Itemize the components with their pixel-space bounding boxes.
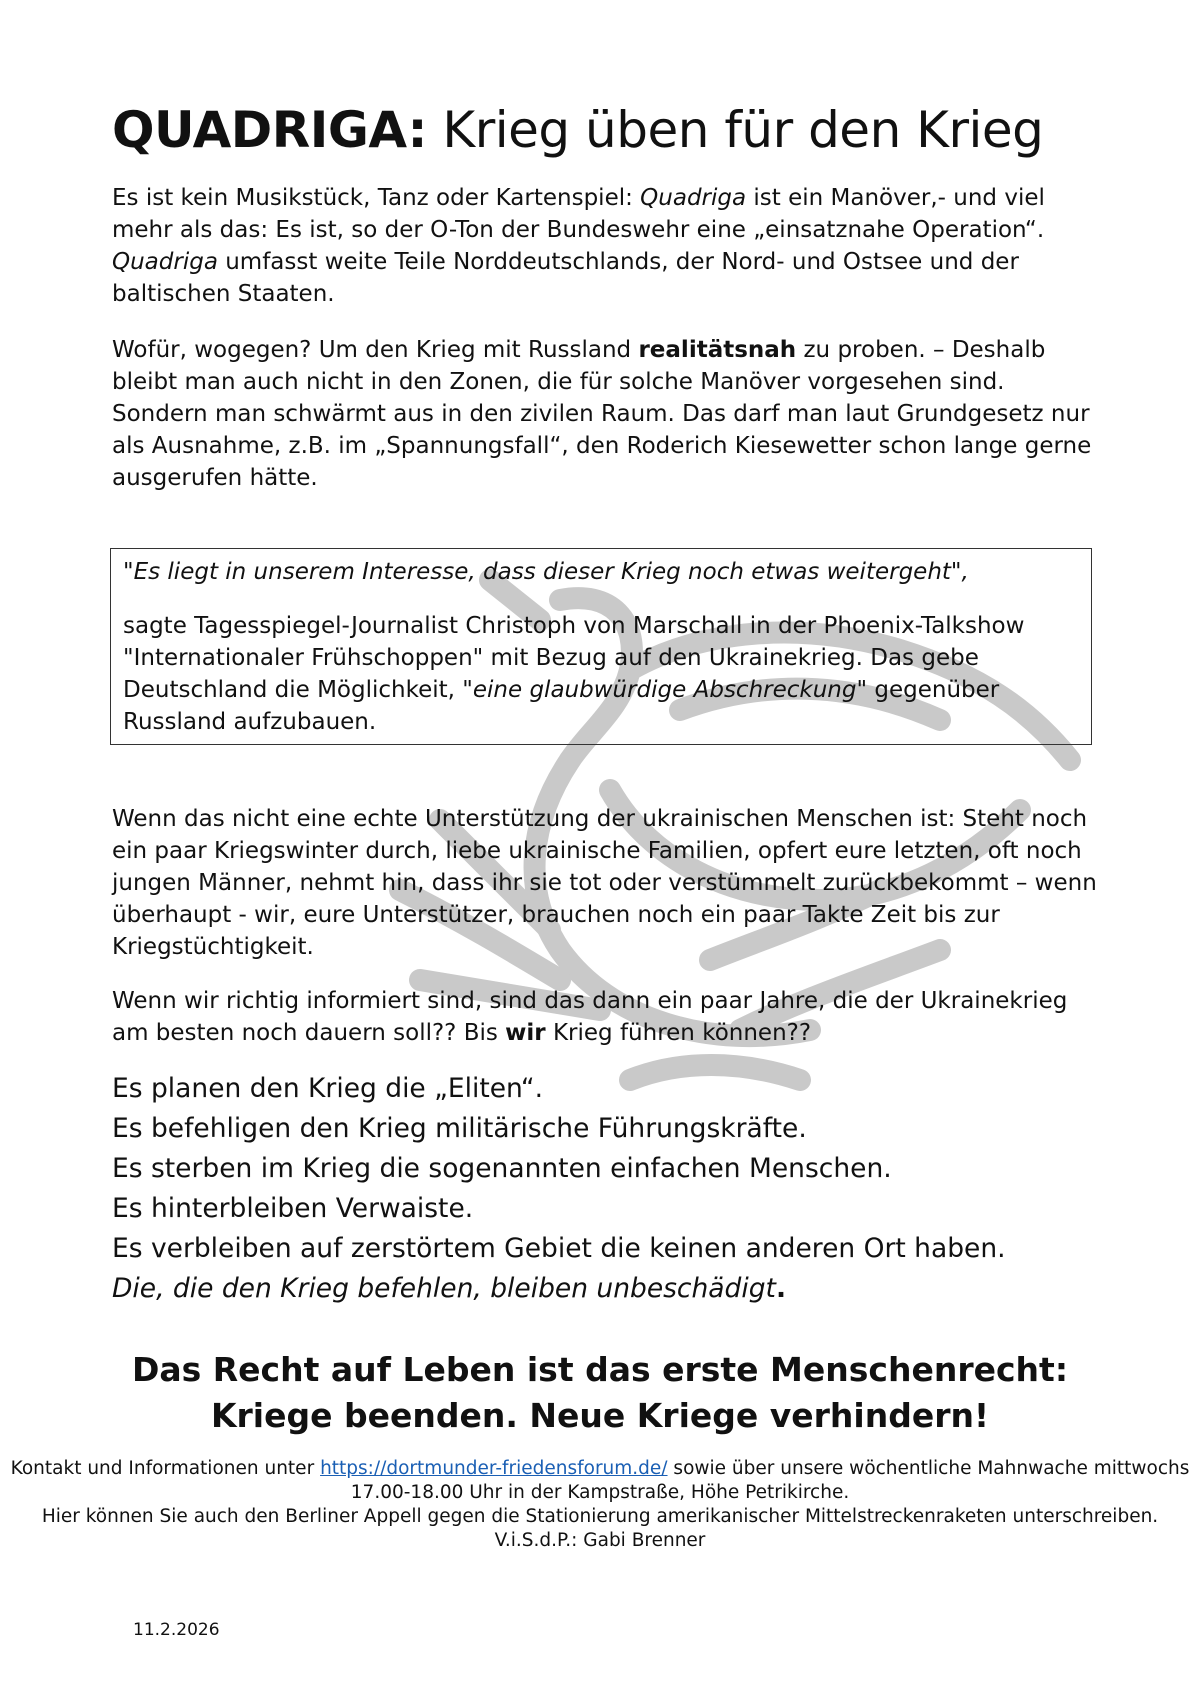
website-link[interactable]: https://dortmunder-friedensforum.de/ [320,1458,668,1479]
question-paragraph [112,985,1102,1049]
quote-text: Es liegt in unserem Interesse, dass dieser Krieg noch etwas weitergeht [133,559,951,585]
purpose-realitaetsnah-bold: realitätsnah [638,337,797,363]
quote-body-italic: "eine glaubwürdige Abschreckung" [462,677,868,703]
intro-text-a: Es ist kein Musikstück, Tanz oder Kartenspiel: [112,185,641,211]
purpose-text-c: zu proben. – Deshalb bleibt man auch nicht in den Zonen, die für solche Manöver vorgesehen sind. Sondern man schwärmt aus in den zivilen Raum. Das darf man laut Grundgesetz nur als Ausnahme, z.B. im „Spannungsfall“, den Roderich Kiesewetter schon lange gerne ausgerufen hätte. [112,337,1092,491]
purpose-text-a: Wofür, wogegen? Um den Krieg mit Russland [112,337,639,363]
statement-final-period: . [775,1273,787,1304]
page-title-rest: Krieg üben für den Krieg [427,101,1044,159]
statement-line: Es verbleiben auf zerstörtem Gebiet die keinen anderen Ort haben. [112,1233,1006,1264]
statement-line: Es planen den Krieg die „Eliten“. [112,1073,544,1104]
intro-text-c: ist ein Manöver,- und viel mehr als das: Es ist, so der O-Ton der Bundeswehr eine „einsatznahe Operation“. [112,185,1045,243]
footer-contact [0,1457,1200,1505]
footer-appeal: Hier können Sie auch den Berliner Appell gegen die Stationierung amerikanischer Mittelstreckenraketen unterschreiben. [41,1506,1159,1527]
quote-body-c: gegenüber Russland aufzubauen. [123,677,1000,735]
date-stamp: 11.2.2026 [133,1620,220,1640]
slogan [0,1347,1200,1439]
question-wir-bold: wir [505,1020,546,1046]
footer-visdp: V.i.S.d.P.: Gabi Brenner [494,1530,706,1551]
statement-line: Es sterben im Krieg die sogenannten einfachen Menschen. [112,1153,892,1184]
slogan-line-2: Kriege beenden. Neue Kriege verhindern! [210,1396,990,1435]
statement-line: Es befehligen den Krieg militärische Führungskräfte. [112,1113,807,1144]
purpose-paragraph [112,334,1102,494]
statement-line: Es hinterbleiben Verwaiste. [112,1193,474,1224]
quote-open-mark: " [123,559,134,585]
quote-body-a: sagte Tagesspiegel-Journalist Christoph von Marschall in der Phoenix-Talkshow "Internationaler Frühschoppen" mit Bezug auf den Ukrainekrieg. Das gebe Deutschland die Möglichkeit, [123,613,1025,703]
footer-contact-prefix: Kontakt und Informationen unter [10,1458,321,1479]
intro-text-e: umfasst weite Teile Norddeutschlands, der Nord- und Ostsee und der baltischen Staaten. [112,249,1019,307]
intro-quadriga-italic-1: Quadriga [640,185,747,211]
statement-line-final [112,1269,1102,1309]
question-text-c: Krieg führen können?? [545,1020,812,1046]
slogan-line-1: Das Recht auf Leben ist das erste Menschenrecht: [131,1350,1069,1389]
statement-final-text: Die, die den Krieg befehlen, bleiben unbeschädigt [112,1273,776,1304]
quote-attribution [123,610,1081,738]
quote-box [110,548,1092,745]
quote-close-mark: ", [950,559,969,585]
intro-quadriga-italic-2: Quadriga [112,249,218,275]
footer [0,1457,1200,1553]
statement-list [112,1069,1102,1309]
quote-line [123,556,1081,588]
intro-paragraph [112,182,1102,310]
flyer-content [10,100,1190,1553]
page-title-bold: QUADRIGA: [112,101,428,159]
question-text-a: Wenn wir richtig informiert sind, sind das dann ein paar Jahre, die der Ukrainekrieg am besten noch dauern soll?? Bis [112,988,1068,1046]
page-title [112,100,1102,160]
support-paragraph: Wenn das nicht eine echte Unterstützung der ukrainischen Menschen ist: Steht noch ein paar Kriegswinter durch, liebe ukrainische Familien, opfert eure letzten, oft noch jungen Männer, nehmt hin, dass ihr sie tot oder verstümmelt zurückbekommt – wenn überhaupt - wir, eure Unterstützer, brauchen noch ein paar Takte Zeit bis zur Kriegstüchtigkeit. [112,806,1097,960]
footer-contact-suffix: sowie über unsere wöchentliche Mahnwache mittwochs 17.00-18.00 Uhr in der Kampstraße, Höhe Petrikirche. [350,1458,1190,1503]
